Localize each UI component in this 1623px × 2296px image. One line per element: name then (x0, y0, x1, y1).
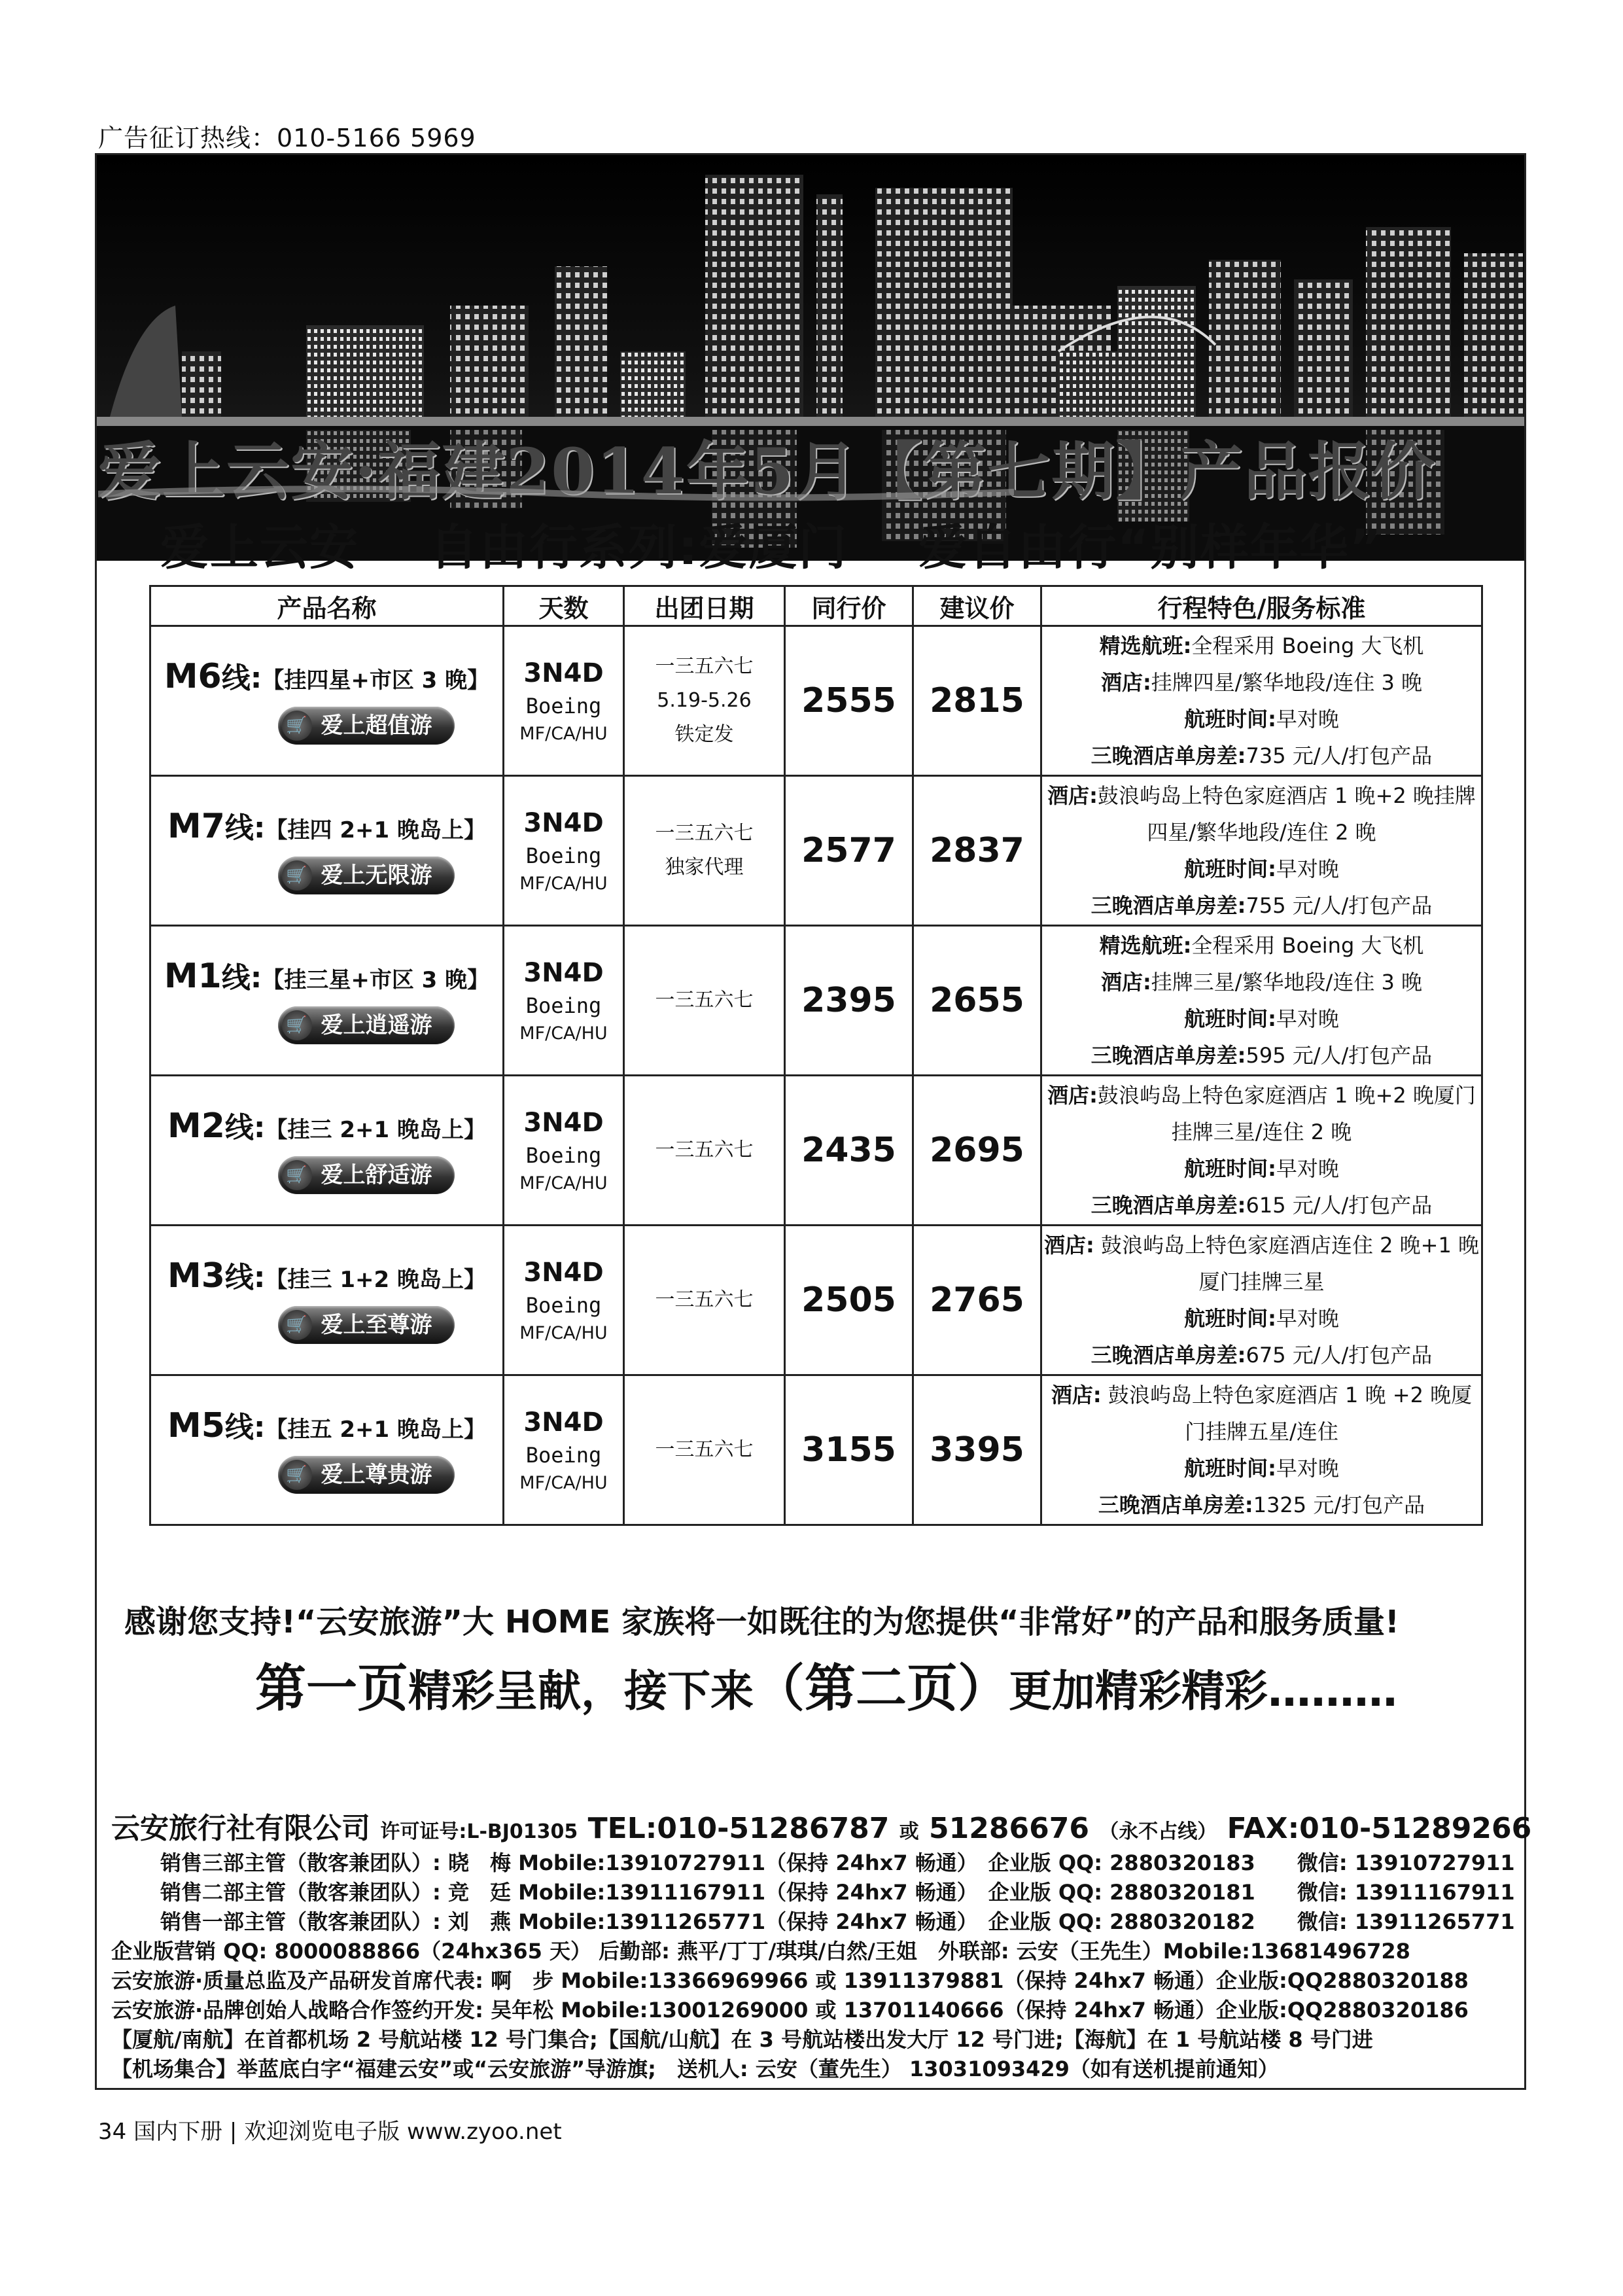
days-cell (504, 1375, 624, 1525)
product-badge-button[interactable] (278, 857, 455, 894)
series-subtitle (160, 509, 1469, 578)
product-badge-button[interactable] (278, 707, 455, 745)
col-header-suggested-price: 建议价 (913, 586, 1041, 626)
suggested-price-cell: 2765 (913, 1226, 1041, 1375)
feature-line (1042, 777, 1481, 851)
product-badge-label: 爱上舒适游 (321, 1162, 432, 1188)
feature-text: 755 元/人/打包产品 (1246, 893, 1433, 918)
features-cell (1041, 1226, 1482, 1375)
route-suffix: 线: (221, 961, 262, 995)
feature-line (1042, 1000, 1481, 1037)
product-badge-button[interactable] (278, 1306, 455, 1344)
feature-text: 595 元/人/打包产品 (1246, 1043, 1433, 1068)
tel-note: （永不占线） (1099, 1820, 1217, 1843)
feature-line (1042, 1300, 1481, 1337)
product-badge-button[interactable] (278, 1456, 455, 1494)
info-line: 云安旅游·品牌创始人战略合作签约开发: 吴年松 Mobile:13001269000 或 13701140666（保持 24hx7 畅通）企业版:QQ2880320186 (111, 1998, 1469, 2022)
feature-text: 全程采用 Boeing 大飞机 (1191, 633, 1424, 658)
route-title (151, 654, 502, 696)
route-subtitle: 【挂三 2+1 晚岛上】 (265, 1117, 487, 1143)
feature-line (1042, 964, 1481, 1000)
feature-text: 鼓浪屿岛上特色家庭酒店连住 2 晚+1 晚厦门挂牌三星 (1094, 1233, 1480, 1294)
product-row (150, 626, 1482, 776)
feature-line (1042, 664, 1481, 701)
page-footer (98, 2113, 562, 2146)
cart-icon: 🛒 (282, 711, 312, 741)
route-title (151, 1104, 502, 1146)
feature-text: 675 元/人/打包产品 (1246, 1343, 1433, 1368)
product-row (150, 926, 1482, 1076)
license-number: 许可证号:L-BJ01305 (380, 1820, 578, 1843)
feature-text: 全程采用 Boeing 大飞机 (1191, 933, 1424, 958)
trip-duration: 3N4D (523, 658, 604, 688)
departure-cell (624, 926, 785, 1076)
product-name-cell (150, 1076, 504, 1226)
feature-label: 航班时间: (1184, 857, 1276, 881)
feature-text: 挂牌三星/繁华地段/连住 3 晚 (1151, 970, 1423, 995)
route-suffix: 线: (224, 1411, 266, 1444)
sales-line: 销售三部主管（散客兼团队）: 晓 梅 Mobile:13910727911（保持 24hx7 畅通） 企业版 QQ: 2880320183 微信: 13910727911 (160, 1850, 1515, 1875)
aircraft-type: Boeing (525, 993, 602, 1018)
feature-line (1042, 1037, 1481, 1074)
suggested-price-cell: 2695 (913, 1076, 1041, 1226)
route-subtitle: 【挂三 1+2 晚岛上】 (265, 1267, 487, 1293)
feature-line (1042, 627, 1481, 664)
tel-or: 或 (899, 1820, 919, 1843)
aircraft-type: Boeing (525, 1442, 602, 1468)
suggested-price-cell: 2815 (913, 626, 1041, 776)
departure-date-line: 一三五六七 (655, 989, 754, 1012)
col-header-peer-price: 同行价 (785, 586, 913, 626)
days-cell (504, 1076, 624, 1226)
feature-label: 三晚酒店单房差: (1091, 1193, 1246, 1218)
route-suffix: 线: (224, 1261, 266, 1294)
route-code: M6 (164, 657, 222, 696)
days-cell (504, 776, 624, 926)
route-title (151, 804, 502, 846)
airline-codes: MF/CA/HU (519, 1472, 608, 1493)
route-code: M1 (164, 957, 222, 996)
trip-duration: 3N4D (523, 1407, 604, 1438)
product-badge-button[interactable] (278, 1006, 455, 1044)
info-line: 云安旅游·质量总监及产品研发首席代表: 啊 步 Mobile:13366969966 或 13911379881（保持 24hx7 畅通）企业版:QQ2880320188 (111, 1968, 1469, 1993)
peer-price-cell: 2577 (785, 776, 913, 926)
aircraft-type: Boeing (525, 1292, 602, 1318)
banner-title: 爱上云安·福建2014年5月【第七期】产品报价 (98, 434, 1437, 508)
departure-cell (624, 626, 785, 776)
trip-duration: 3N4D (523, 1257, 604, 1288)
ad-hotline: 广告征订热线：010-5166 5969 (98, 124, 476, 152)
product-badge-label: 爱上无限游 (321, 862, 432, 889)
feature-text: 鼓浪屿岛上特色家庭酒店 1 晚 +2 晚厦门挂牌五星/连住 (1101, 1383, 1473, 1444)
route-title (151, 1254, 502, 1296)
sales-line: 销售一部主管（散客兼团队）: 刘 燕 Mobile:13911265771（保持 24hx7 畅通） 企业版 QQ: 2880320182 微信: 13911265771 (160, 1909, 1515, 1934)
company-tel-2: 51286676 (929, 1812, 1089, 1845)
peer-price-cell: 2435 (785, 1076, 913, 1226)
departure-date-line: 一三五六七 (655, 1288, 754, 1311)
subtitle-brand: 爱上云安 (160, 520, 359, 576)
product-badge-label: 爱上超值游 (321, 713, 432, 739)
subtitle-series: 自由行系列:爱厦门 (429, 520, 848, 576)
price-table (149, 585, 1483, 1526)
feature-text: 早对晚 (1276, 1456, 1339, 1481)
feature-line (1042, 1227, 1481, 1300)
product-name-cell (150, 926, 504, 1076)
features-cell (1041, 1076, 1482, 1226)
trip-duration: 3N4D (523, 957, 604, 988)
product-badge-button[interactable] (278, 1156, 455, 1194)
product-name-cell (150, 1226, 504, 1375)
departure-cell (624, 1375, 785, 1525)
route-suffix: 线: (224, 1111, 266, 1144)
departure-date-line: 一三五六七 (655, 1438, 754, 1461)
thanks-message: 感谢您支持!“云安旅游”大 HOME 家族将一如既往的为您提供“非常好”的产品和服务质量! (124, 1604, 1399, 1640)
feature-line (1042, 1077, 1481, 1150)
company-line (111, 1809, 1532, 1848)
feature-label: 航班时间: (1184, 1006, 1276, 1031)
col-header-product: 产品名称 (150, 586, 504, 626)
feature-label: 精选航班: (1099, 933, 1192, 958)
feature-line (1042, 1450, 1481, 1487)
product-row (150, 1076, 1482, 1226)
subtitle-slogan: 爱自由行“别样年华” (918, 520, 1383, 576)
departure-date-line: 一三五六七 (655, 822, 754, 845)
route-title (151, 954, 502, 996)
feature-line (1042, 851, 1481, 887)
info-line: 企业版营销 QQ: 8000088866（24hx365 天） 后勤部: 燕平/丁丁/琪琪/白然/王姐 外联部: 云安（王先生）Mobile:13681496728 (111, 1939, 1410, 1964)
route-suffix: 线: (221, 662, 262, 695)
features-cell (1041, 926, 1482, 1076)
product-name-cell (150, 776, 504, 926)
col-header-days: 天数 (504, 586, 624, 626)
airline-codes: MF/CA/HU (519, 723, 608, 744)
feature-text: 1325 元/打包产品 (1253, 1492, 1425, 1517)
feature-label: 酒店: (1047, 1083, 1098, 1108)
feature-label: 三晚酒店单房差: (1091, 1043, 1246, 1068)
airline-codes: MF/CA/HU (519, 1023, 608, 1044)
departure-date-line: 独家代理 (665, 856, 744, 879)
product-row (150, 1375, 1482, 1525)
cart-icon: 🛒 (282, 1010, 312, 1040)
company-fax: FAX:010-51289266 (1227, 1812, 1532, 1845)
feature-text: 早对晚 (1276, 1306, 1339, 1331)
departure-cell (624, 776, 785, 926)
feature-label: 精选航班: (1099, 633, 1192, 658)
aircraft-type: Boeing (525, 693, 602, 718)
cart-icon: 🛒 (282, 1160, 312, 1190)
route-subtitle: 【挂五 2+1 晚岛上】 (265, 1417, 487, 1443)
peer-price-cell: 2505 (785, 1226, 913, 1375)
teaser-page-one: 第一页 (255, 1659, 409, 1718)
suggested-price-cell: 2655 (913, 926, 1041, 1076)
feature-text: 735 元/人/打包产品 (1246, 743, 1433, 768)
feature-text: 鼓浪屿岛上特色家庭酒店 1 晚+2 晚挂牌四星/繁华地段/连住 2 晚 (1097, 783, 1476, 845)
airline-codes: MF/CA/HU (519, 1173, 608, 1193)
days-cell (504, 926, 624, 1076)
feature-label: 酒店: (1043, 1233, 1094, 1258)
feature-label: 三晚酒店单房差: (1091, 893, 1246, 918)
feature-text: 挂牌四星/繁华地段/连住 3 晚 (1151, 670, 1423, 695)
feature-text: 早对晚 (1276, 1006, 1339, 1031)
feature-label: 航班时间: (1184, 1456, 1276, 1481)
peer-price-cell: 2555 (785, 626, 913, 776)
feature-text: 早对晚 (1276, 857, 1339, 881)
route-subtitle: 【挂四星+市区 3 晚】 (262, 667, 490, 694)
feature-label: 酒店: (1100, 970, 1151, 995)
suggested-price-cell: 2837 (913, 776, 1041, 926)
product-row (150, 1226, 1482, 1375)
feature-label: 酒店: (1047, 783, 1098, 808)
features-cell (1041, 626, 1482, 776)
features-cell (1041, 1375, 1482, 1525)
departure-date-line: 铁定发 (674, 723, 734, 746)
aircraft-type: Boeing (525, 843, 602, 868)
next-page-teaser (255, 1648, 1397, 1721)
feature-line (1042, 1150, 1481, 1187)
footer-website: 欢迎浏览电子版 www.zyoo.net (244, 2119, 562, 2145)
peer-price-cell: 2395 (785, 926, 913, 1076)
teaser-page-two: （第二页） (754, 1659, 1009, 1718)
departure-cell (624, 1076, 785, 1226)
feature-line (1042, 1377, 1481, 1450)
banner-brush-stroke (98, 484, 1014, 504)
route-title (151, 1404, 502, 1445)
feature-label: 酒店: (1100, 670, 1151, 695)
peer-price-cell: 3155 (785, 1375, 913, 1525)
footer-separator: | (229, 2119, 237, 2145)
feature-line (1042, 1337, 1481, 1373)
route-code: M7 (167, 807, 225, 846)
airline-codes: MF/CA/HU (519, 873, 608, 894)
col-header-features: 行程特色/服务标准 (1041, 586, 1482, 626)
aircraft-type: Boeing (525, 1142, 602, 1168)
days-cell (504, 1226, 624, 1375)
product-badge-label: 爱上至尊游 (321, 1312, 432, 1338)
product-name-cell (150, 626, 504, 776)
feature-text: 早对晚 (1276, 1156, 1339, 1181)
table-header-row (150, 586, 1482, 626)
company-name: 云安旅行社有限公司 (111, 1812, 370, 1845)
feature-line (1042, 1487, 1481, 1523)
feature-line (1042, 737, 1481, 774)
route-code: M5 (167, 1406, 225, 1445)
info-line: 【厦航/南航】在首都机场 2 号航站楼 12 号门集合;【国航/山航】在 3 号航站楼出发大厅 12 号门进;【海航】在 1 号航站楼 8 号门进 (111, 2027, 1373, 2052)
departure-date-line: 一三五六七 (655, 1139, 754, 1161)
route-suffix: 线: (224, 811, 266, 845)
feature-label: 航班时间: (1184, 707, 1276, 732)
product-badge-label: 爱上逍遥游 (321, 1012, 432, 1038)
feature-label: 酒店: (1051, 1383, 1102, 1407)
feature-label: 三晚酒店单房差: (1091, 743, 1246, 768)
airline-codes: MF/CA/HU (519, 1322, 608, 1343)
product-name-cell (150, 1375, 504, 1525)
departure-date-line: 一三五六七 (655, 655, 754, 678)
sales-line: 销售二部主管（散客兼团队）: 竞 廷 Mobile:13911167911（保持 24hx7 畅通） 企业版 QQ: 2880320181 微信: 13911167911 (160, 1880, 1515, 1905)
teaser-end: 更加精彩精彩……… (1009, 1666, 1398, 1716)
feature-line (1042, 927, 1481, 964)
route-code: M2 (167, 1106, 225, 1146)
feature-label: 三晚酒店单房差: (1091, 1343, 1246, 1368)
departure-date-line: 5.19-5.26 (657, 689, 752, 712)
section-name: 国内下册 (133, 2119, 223, 2145)
feature-line (1042, 1187, 1481, 1224)
feature-text: 早对晚 (1276, 707, 1339, 732)
feature-label: 航班时间: (1184, 1306, 1276, 1331)
trip-duration: 3N4D (523, 807, 604, 838)
cart-icon: 🛒 (282, 860, 312, 891)
company-tel: TEL:010-51286787 (587, 1812, 890, 1845)
route-subtitle: 【挂三星+市区 3 晚】 (262, 967, 490, 993)
product-badge-label: 爱上尊贵游 (321, 1462, 432, 1488)
col-header-departure: 出团日期 (624, 586, 785, 626)
cart-icon: 🛒 (282, 1310, 312, 1340)
route-subtitle: 【挂四 2+1 晚岛上】 (265, 817, 487, 843)
teaser-mid: 精彩呈献，接下来 (408, 1666, 754, 1716)
info-line: 【机场集合】举蓝底白字“福建云安”或“云安旅游”导游旗; 送机人: 云安（董先生） 13031093429（如有送机提前通知） (111, 2057, 1279, 2081)
page-number: 34 (98, 2119, 127, 2145)
feature-line (1042, 701, 1481, 737)
days-cell (504, 626, 624, 776)
feature-label: 航班时间: (1184, 1156, 1276, 1181)
feature-text: 鼓浪屿岛上特色家庭酒店 1 晚+2 晚厦门挂牌三星/连住 2 晚 (1097, 1083, 1476, 1144)
feature-label: 三晚酒店单房差: (1098, 1492, 1253, 1517)
features-cell (1041, 776, 1482, 926)
trip-duration: 3N4D (523, 1107, 604, 1138)
feature-line (1042, 887, 1481, 924)
product-row (150, 776, 1482, 926)
cart-icon: 🛒 (282, 1460, 312, 1490)
suggested-price-cell: 3395 (913, 1375, 1041, 1525)
departure-cell (624, 1226, 785, 1375)
contact-block (111, 1809, 1532, 2084)
route-code: M3 (167, 1256, 225, 1296)
feature-text: 615 元/人/打包产品 (1246, 1193, 1433, 1218)
